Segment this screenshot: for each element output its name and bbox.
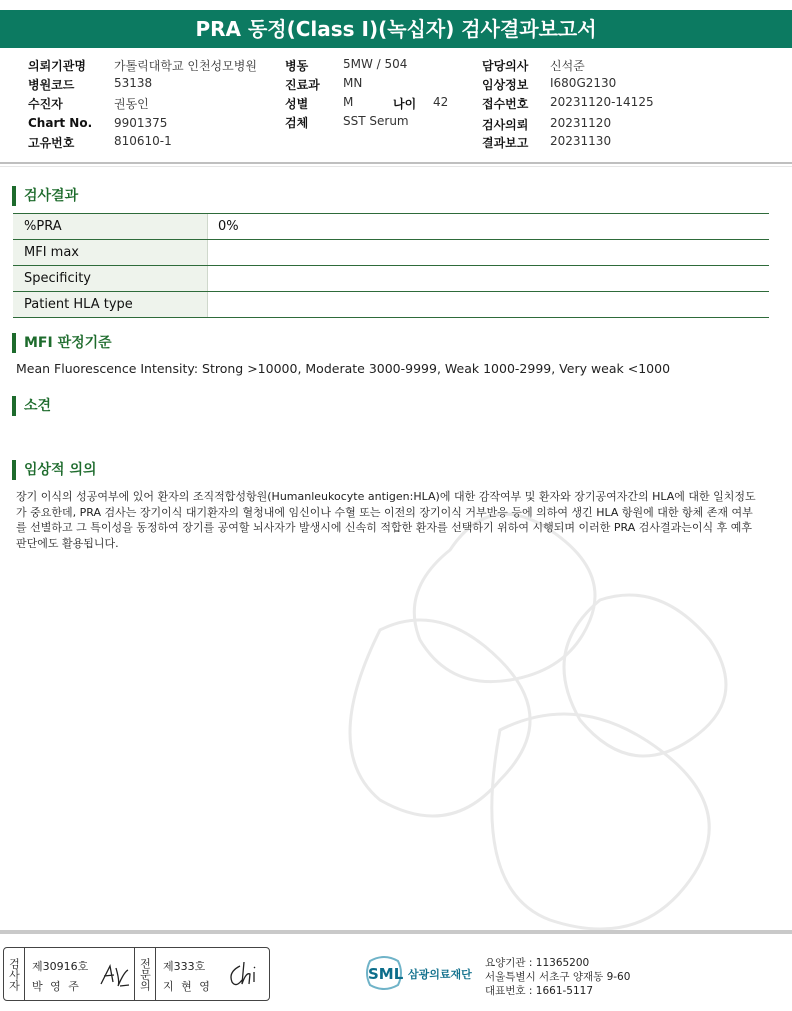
report-date-label: 결과보고 xyxy=(482,136,529,150)
patient-info xyxy=(0,54,792,164)
unique-id-label: 고유번호 xyxy=(28,136,75,150)
specialist-role: 전문의 xyxy=(138,957,152,991)
patient-name-label: 수진자 xyxy=(28,97,63,111)
request-date-value: 20231120 xyxy=(550,116,612,130)
age-label: 나이 xyxy=(393,97,417,111)
result-value xyxy=(208,292,770,318)
report-date-value: 20231130 xyxy=(550,134,612,148)
footer-info xyxy=(485,956,630,998)
tester-name: 박 영 주 xyxy=(32,980,81,993)
specialist-name: 지 현 영 xyxy=(163,980,212,993)
tester-license: 제30916호 xyxy=(32,960,89,973)
org-name: 삼광의료재단 xyxy=(408,968,472,981)
divider xyxy=(24,948,25,1000)
doctor-label: 담당의사 xyxy=(482,59,529,73)
chart-no-label: Chart No. xyxy=(28,116,93,130)
clinical-section-title: 임상적 의의 xyxy=(12,460,97,480)
result-value xyxy=(208,240,770,266)
divider xyxy=(134,948,135,1000)
opinion-section-title: 소견 xyxy=(12,396,51,416)
result-label: %PRA xyxy=(13,214,208,240)
specimen-value: SST Serum xyxy=(343,114,409,128)
hospital-value: 가톨릭대학교 인천성모병원 xyxy=(114,59,257,73)
mfi-section-title: MFI 판정기준 xyxy=(12,333,112,353)
result-label: Specificity xyxy=(13,266,208,292)
tester-role: 검사자 xyxy=(7,957,21,991)
table-row xyxy=(13,240,769,266)
chart-no-value: 9901375 xyxy=(114,116,168,130)
hospital-code-value: 53138 xyxy=(114,76,153,90)
receipt-no-value: 20231120-14125 xyxy=(550,95,654,109)
results-table xyxy=(13,213,769,318)
result-value: 0% xyxy=(208,214,770,240)
department-value: MN xyxy=(343,76,363,90)
mfi-criteria-text: Mean Fluorescence Intensity: Strong >10000, Moderate 3000-9999, Weak 1000-2999, Very weak <1000 xyxy=(16,361,671,376)
signature-box xyxy=(3,947,270,1001)
specialist-license: 제333호 xyxy=(163,960,206,973)
tester-signature xyxy=(98,962,132,990)
divider xyxy=(155,948,156,1000)
results-section-title: 검사결과 xyxy=(12,186,78,206)
clinical-significance-text: 장기 이식의 성공여부에 있어 환자의 조직적합성항원(Humanleukocyte antigen:HLA)에 대한 감작여부 및 환자와 장기공여자간의 HLA에 대한 일치정도가 중요한데, PRA 검사는 장기이식 대기환자의 혈청내에 임신이나 수혈 또는 이전의 장기이식 거부반응 등에 의하여 생긴 HLA 항원에 대한 항체 존재 여부를 선별하고 그 특이성을 동정하여 장기를 공여할 뇌사자가 발생시에 신속히 적합한 환자를 선택하기 위하여 시행되며 이러한 PRA 검사결과는이식 후 예후 판단에도 활용됩니다. xyxy=(16,490,756,550)
receipt-no-label: 접수번호 xyxy=(482,97,529,111)
sex-value: M xyxy=(343,95,354,109)
divider xyxy=(0,162,792,164)
result-label: Patient HLA type xyxy=(13,292,208,318)
result-value xyxy=(208,266,770,292)
table-row xyxy=(13,266,769,292)
footer-divider xyxy=(0,930,792,934)
patient-name-value: 권동인 xyxy=(114,97,149,111)
department-label: 진료과 xyxy=(285,78,320,92)
ward-value: 5MW / 504 xyxy=(343,57,408,71)
doctor-value: 신석준 xyxy=(550,59,585,73)
logo-text: SML xyxy=(368,965,404,983)
table-row xyxy=(13,292,769,318)
table-row xyxy=(13,214,769,240)
result-label: MFI max xyxy=(13,240,208,266)
request-date-label: 검사의뢰 xyxy=(482,118,529,132)
hospital-code-label: 병원코드 xyxy=(28,78,75,92)
unique-id-value: 810610-1 xyxy=(114,134,172,148)
phone-number: 대표번호 : 1661-5117 xyxy=(485,985,594,997)
report-title: PRA 동정(Class I)(녹십자) 검사결과보고서 xyxy=(0,10,792,48)
sex-label: 성별 xyxy=(285,97,309,111)
clinical-info-label: 임상정보 xyxy=(482,78,529,92)
address: 서울특별시 서초구 양재동 9-60 xyxy=(485,971,631,983)
specimen-label: 검체 xyxy=(285,116,309,130)
clinical-info-value: I680G2130 xyxy=(550,76,617,90)
specialist-signature xyxy=(226,960,264,990)
institution-code: 요양기관 : 11365200 xyxy=(485,957,590,969)
divider xyxy=(0,166,792,167)
age-value: 42 xyxy=(433,95,449,109)
ward-label: 병동 xyxy=(285,59,309,73)
hospital-label: 의뢰기관명 xyxy=(28,59,86,73)
